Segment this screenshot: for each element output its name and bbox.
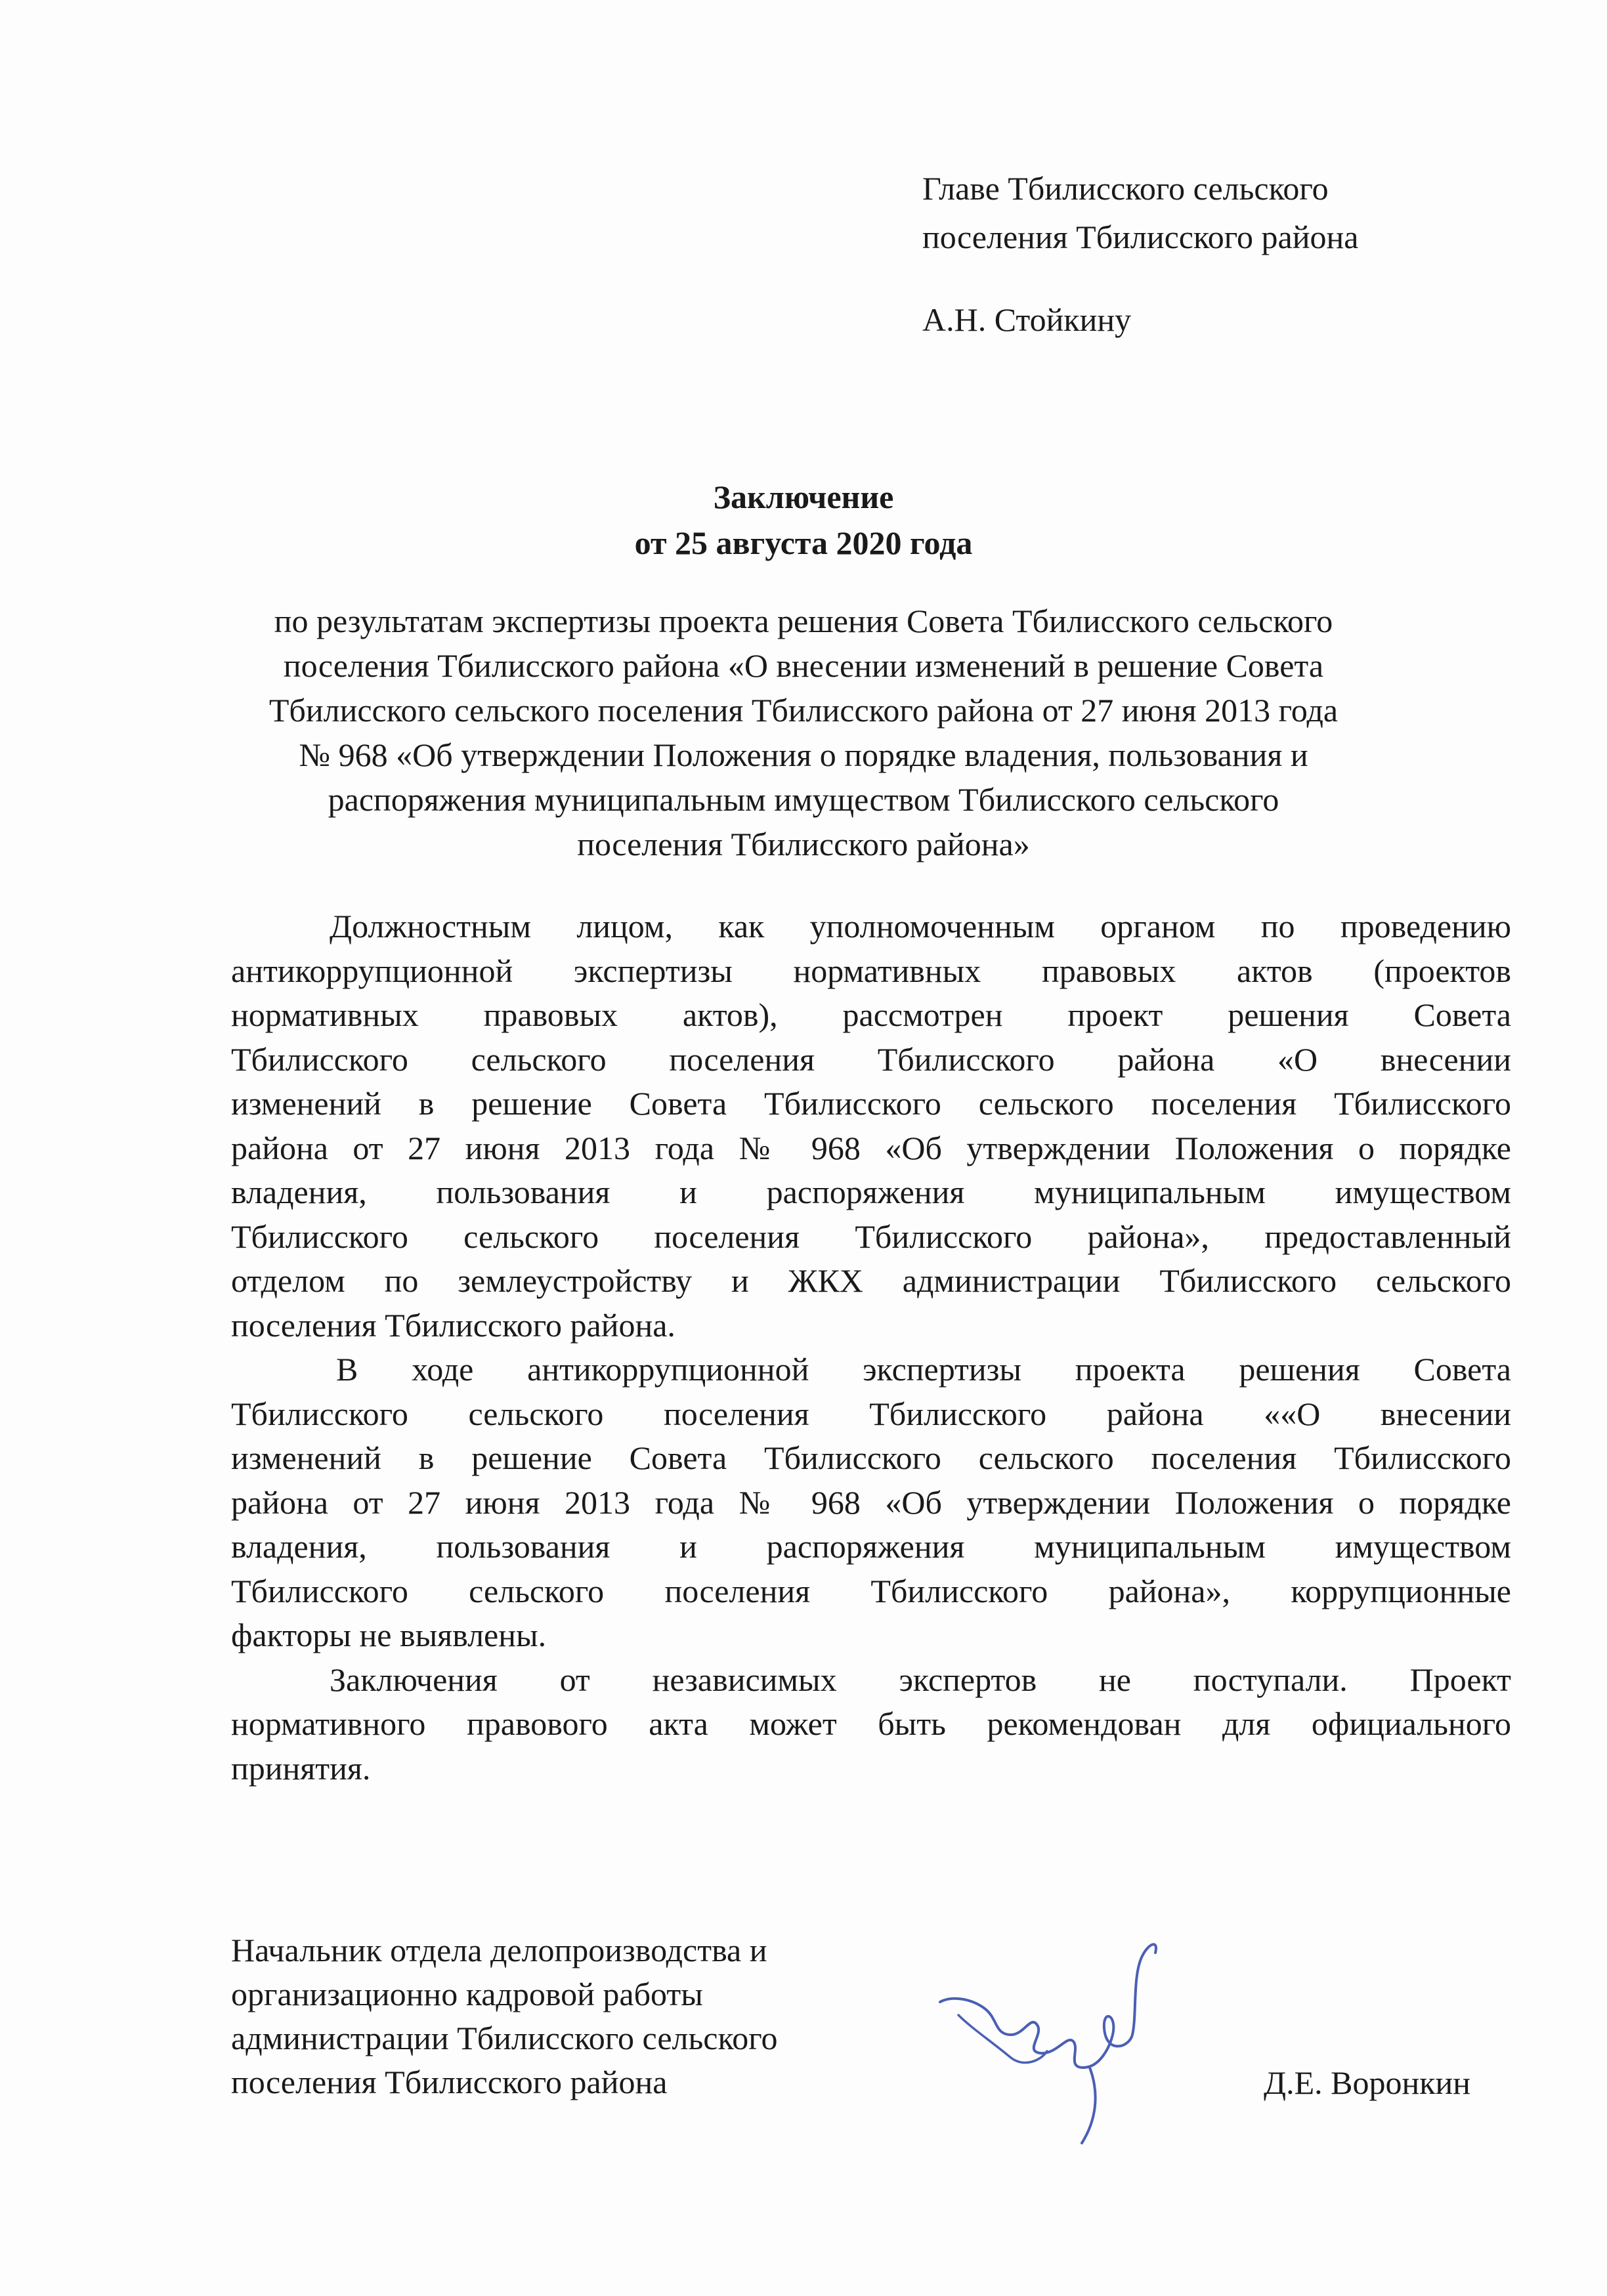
handwritten-signature: [932, 1936, 1168, 2153]
paragraph-line: Тбилисского сельского поселения Тбилисского района», предоставленный: [231, 1218, 1511, 1255]
subject-line: Тбилисского сельского поселения Тбилисского района от 27 июня 2013 года: [268, 692, 1339, 729]
paragraph-line: нормативного правового акта может быть рекомендован для официального: [231, 1705, 1511, 1742]
paragraph-line: Должностным лицом, как уполномоченным органом по проведению: [330, 908, 1511, 945]
paragraph-line: нормативных правовых актов), рассмотрен проект решения Совета: [231, 996, 1511, 1033]
signer-position-line: администрации Тбилисского сельского: [231, 2020, 778, 2056]
subject-line: по результатам экспертизы проекта решения Совета Тбилисского сельского: [274, 603, 1333, 639]
paragraph-line: антикоррупционной экспертизы нормативных правовых актов (проектов: [231, 952, 1511, 989]
document-date: от 25 августа 2020 года: [634, 524, 973, 561]
paragraph-line: владения, пользования и распоряжения муниципальным имуществом: [231, 1528, 1511, 1565]
paragraph-review: [231, 904, 1511, 1348]
paragraph-line: владения, пользования и распоряжения муниципальным имуществом: [231, 1174, 1511, 1210]
addressee-line-2: поселения Тбилисского района: [922, 219, 1359, 255]
document-subject: [164, 599, 1443, 866]
paragraph-conclusion: [231, 1658, 1511, 1791]
paragraph-line: В ходе антикоррупционной экспертизы проекта решения Совета: [336, 1351, 1511, 1388]
subject-line: распоряжения муниципальным имуществом Тбилисского сельского: [328, 781, 1279, 818]
document-body: [231, 904, 1511, 1791]
paragraph-line: Заключения от независимых экспертов не поступали. Проект: [330, 1661, 1511, 1698]
signer-position: [231, 1928, 777, 2104]
addressee-block: [922, 164, 1358, 344]
paragraph-line: Тбилисского сельского поселения Тбилисского района ««О внесении: [231, 1395, 1511, 1432]
paragraph-line: Тбилисского сельского поселения Тбилисского района», коррупционные: [231, 1572, 1511, 1609]
document-heading: [0, 474, 1607, 566]
paragraph-line: факторы не выявлены.: [231, 1617, 547, 1653]
signer-position-line: Начальник отдела делопроизводства и: [231, 1932, 767, 1968]
addressee-name: А.Н. Стойкину: [922, 301, 1132, 338]
paragraph-line: изменений в решение Совета Тбилисского сельского поселения Тбилисского: [231, 1085, 1511, 1122]
document-title: Заключение: [713, 478, 894, 515]
signer-position-line: поселения Тбилисского района: [231, 2064, 668, 2100]
paragraph-line: изменений в решение Совета Тбилисского сельского поселения Тбилисского: [231, 1439, 1511, 1476]
paragraph-line: поселения Тбилисского района.: [231, 1306, 675, 1344]
signer-name: Д.Е. Воронкин: [1264, 2064, 1471, 2101]
paragraph-line: района от 27 июня 2013 года № 968 «Об утверждении Положения о порядке: [231, 1129, 1511, 1166]
paragraph-line: района от 27 июня 2013 года № 968 «Об утверждении Положения о порядке: [231, 1483, 1511, 1521]
paragraph-line: Тбилисского сельского поселения Тбилисского района «О внесении: [231, 1040, 1511, 1078]
paragraph-line: принятия.: [231, 1749, 371, 1787]
paragraph-line: отделом по землеустройству и ЖКХ администрации Тбилисского сельского: [231, 1262, 1511, 1299]
signer-position-line: организационно кадровой работы: [231, 1976, 703, 2012]
subject-line: поселения Тбилисского района «О внесении изменений в решение Совета: [283, 647, 1324, 684]
subject-line: № 968 «Об утверждении Положения о порядке владения, пользования и: [299, 736, 1308, 773]
subject-line: поселения Тбилисского района»: [577, 826, 1030, 862]
addressee-line-1: Главе Тбилисского сельского: [922, 170, 1329, 207]
paragraph-findings: [231, 1348, 1511, 1658]
